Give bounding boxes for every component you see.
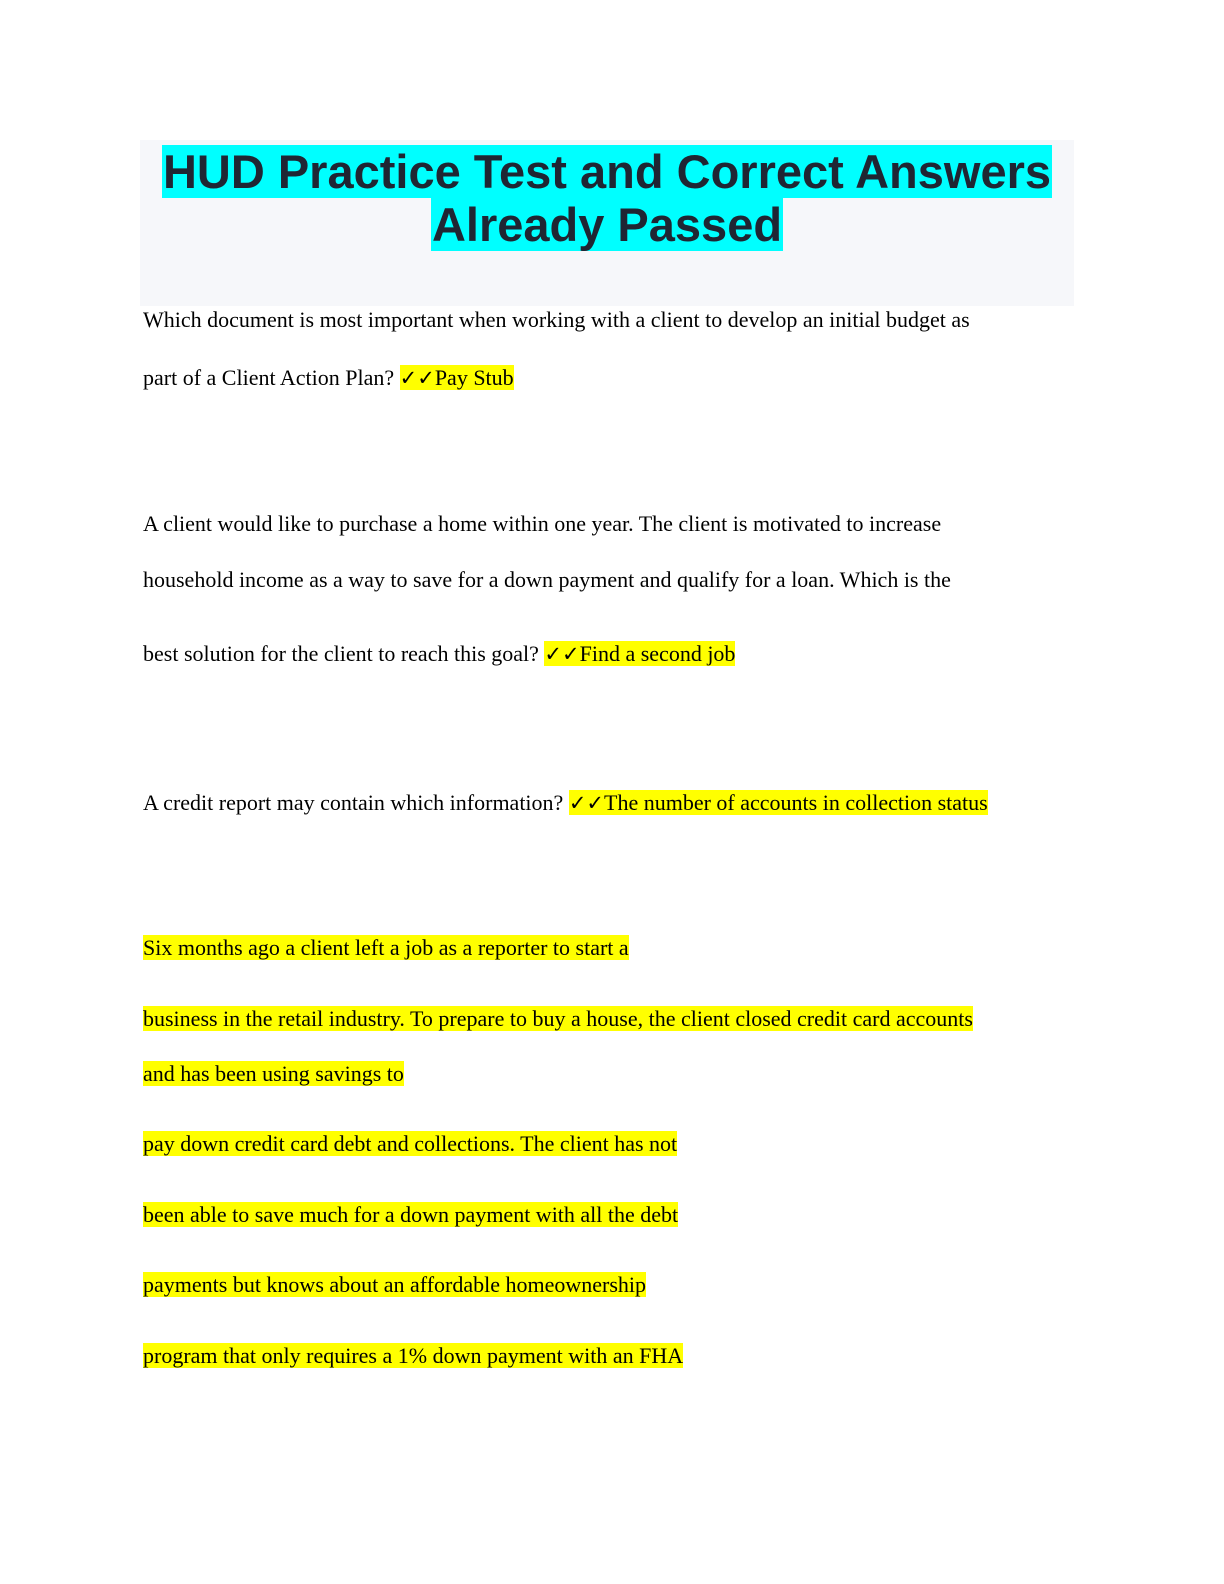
question-4-line-3 (143, 1060, 404, 1088)
answer-1-text: Pay Stub (434, 365, 514, 390)
double-check-icon: ✓✓ (544, 642, 580, 666)
question-4-line-3-text: and has been using savings to (143, 1061, 404, 1086)
question-2-line-3 (143, 640, 735, 668)
question-4-line-6 (143, 1271, 646, 1299)
double-check-icon: ✓✓ (399, 366, 435, 390)
page-title-line-1 (140, 144, 1074, 200)
question-4-line-6-text: payments but knows about an affordable homeownership (143, 1272, 647, 1297)
question-1-line-2 (143, 364, 514, 392)
answer-3-highlight (569, 790, 988, 815)
page-title-line-2 (140, 197, 1074, 253)
answer-1-highlight (400, 365, 514, 390)
question-2-text: best solution for the client to reach this goal? (143, 641, 539, 666)
question-4-line-2 (143, 1005, 973, 1033)
title-line-1-text: HUD Practice Test and Correct Answers (162, 145, 1052, 198)
question-4-line-4 (143, 1130, 677, 1158)
answer-2-text: Find a second job (579, 641, 736, 666)
question-1-line-1: Which document is most important when working with a client to develop an initial budget as (143, 307, 970, 332)
question-4-line-1-text: Six months ago a client left a job as a reporter to start a (143, 935, 629, 960)
question-1-text: part of a Client Action Plan? (143, 365, 395, 390)
answer-3-text: The number of accounts in collection status (604, 790, 988, 815)
question-4-line-5 (143, 1201, 678, 1229)
question-2-line-1: A client would like to purchase a home within one year. The client is motivated to increase (143, 511, 942, 536)
question-4-line-5-text: been able to save much for a down payment with all the debt (143, 1202, 679, 1227)
question-4-line-2-text: business in the retail industry. To prepare to buy a house, the client closed credit card accounts (143, 1006, 973, 1031)
question-4-line-7-text: program that only requires a 1% down payment with an FHA (143, 1343, 684, 1368)
question-3-text: A credit report may contain which information? (143, 790, 564, 815)
question-4-line-7 (143, 1342, 683, 1370)
title-block (140, 140, 1074, 306)
question-4-line-1 (143, 934, 629, 962)
question-2-line-2: household income as a way to save for a down payment and qualify for a loan. Which is the (143, 567, 951, 592)
title-line-2-text: Already Passed (431, 198, 783, 251)
question-4-line-4-text: pay down credit card debt and collections. The client has not (143, 1131, 678, 1156)
question-3-line-1 (143, 789, 988, 817)
double-check-icon: ✓✓ (568, 791, 605, 815)
answer-2-highlight (544, 641, 735, 666)
